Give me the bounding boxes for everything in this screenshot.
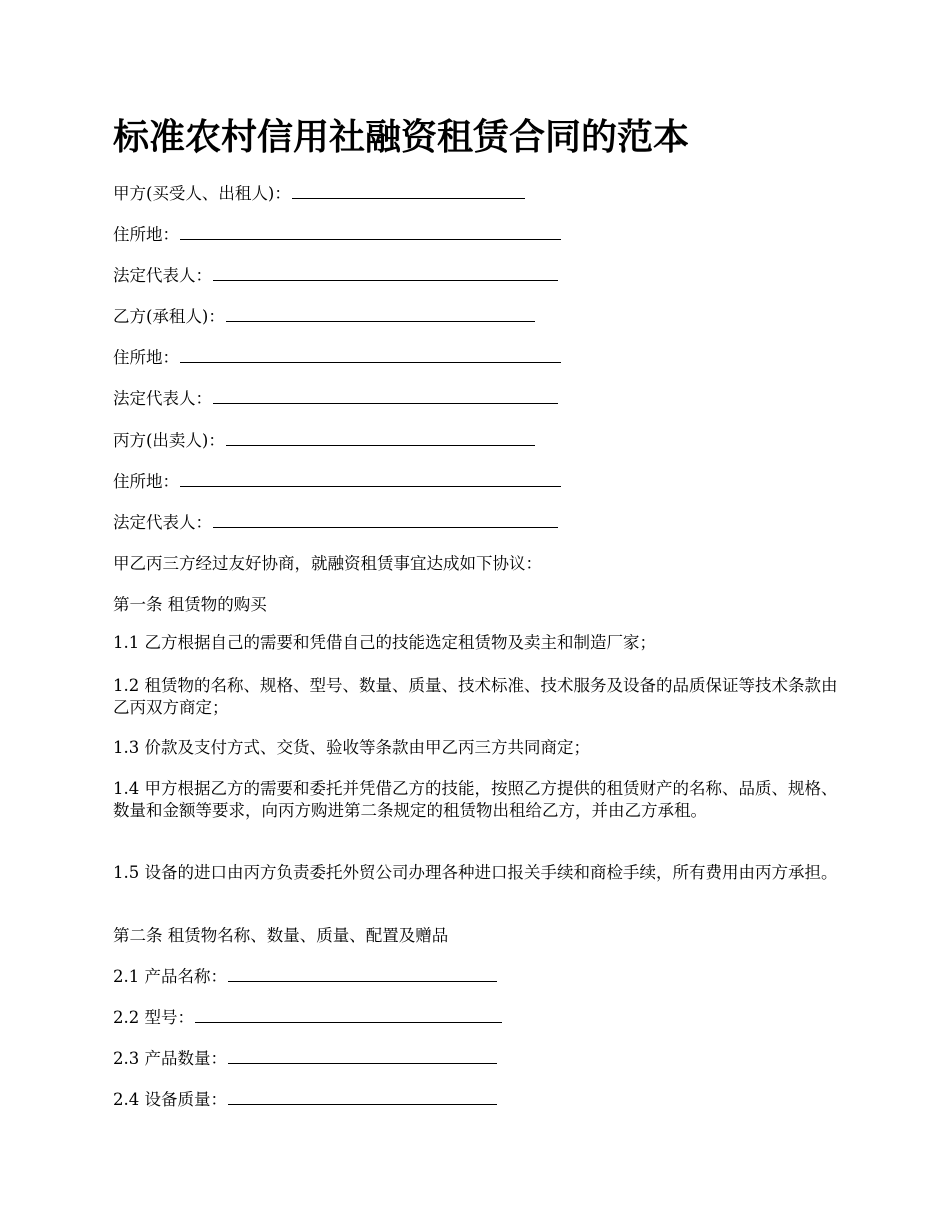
party-a-line	[113, 183, 525, 205]
clause-2-4-label: 2.4 设备质量：	[113, 1090, 227, 1109]
party-b-address-blank[interactable]	[180, 348, 561, 363]
clause-2-1-line	[113, 966, 497, 988]
party-b-address-line	[113, 347, 561, 369]
document-title: 标准农村信用社融资租赁合同的范本	[113, 116, 690, 158]
party-b-rep-line	[113, 388, 558, 410]
model-blank[interactable]	[195, 1008, 502, 1023]
clause-2-3-label: 2.3 产品数量：	[113, 1049, 227, 1068]
article-1-heading: 第一条 租赁物的购买	[113, 595, 267, 614]
party-b-address-label: 住所地：	[113, 348, 179, 367]
clause-2-3-line	[113, 1048, 497, 1070]
party-a-label: 甲方(买受人、出租人)：	[113, 184, 291, 203]
clause-2-2-line	[113, 1007, 502, 1029]
product-quantity-blank[interactable]	[228, 1049, 497, 1064]
party-a-blank[interactable]	[292, 184, 525, 199]
party-c-rep-label: 法定代表人：	[113, 513, 212, 532]
article-2-heading: 第二条 租赁物名称、数量、质量、配置及赠品	[113, 926, 449, 945]
clause-1-3: 1.3 价款及支付方式、交货、验收等条款由甲乙丙三方共同商定；	[113, 738, 590, 757]
party-c-address-label: 住所地：	[113, 472, 179, 491]
party-a-rep-blank[interactable]	[213, 266, 558, 281]
clause-1-1: 1.1 乙方根据自己的需要和凭借自己的技能选定租赁物及卖主和制造厂家；	[113, 633, 656, 652]
party-c-address-blank[interactable]	[180, 472, 561, 487]
party-b-rep-label: 法定代表人：	[113, 389, 212, 408]
party-b-line	[113, 306, 535, 328]
clause-2-2-label: 2.2 型号：	[113, 1008, 194, 1027]
clause-2-4-line	[113, 1089, 497, 1111]
party-c-rep-blank[interactable]	[213, 513, 558, 528]
party-b-label: 乙方(承租人)：	[113, 307, 225, 326]
clause-1-2: 1.2 租赁物的名称、规格、型号、数量、质量、技术标准、技术服务及设备的品质保证等技术条款由乙丙双方商定；	[113, 676, 838, 717]
equipment-quality-blank[interactable]	[228, 1090, 497, 1105]
clause-2-1-label: 2.1 产品名称：	[113, 967, 227, 986]
party-c-label: 丙方(出卖人)：	[113, 431, 225, 450]
party-c-line	[113, 430, 535, 452]
party-b-blank[interactable]	[226, 307, 535, 322]
clause-1-4: 1.4 甲方根据乙方的需要和委托并凭借乙方的技能，按照乙方提供的租赁财产的名称、品质、规格、数量和金额等要求，向丙方购进第二条规定的租赁物出租给乙方，并由乙方承租。	[113, 779, 838, 820]
party-b-rep-blank[interactable]	[213, 389, 558, 404]
party-a-address-line	[113, 224, 561, 246]
product-name-blank[interactable]	[228, 967, 497, 982]
clause-1-5: 1.5 设备的进口由丙方负责委托外贸公司办理各种进口报关手续和商检手续，所有费用由丙方承担。	[113, 863, 838, 882]
party-c-address-line	[113, 471, 561, 493]
party-a-rep-label: 法定代表人：	[113, 266, 212, 285]
party-c-rep-line	[113, 512, 558, 534]
preamble-text: 甲乙丙三方经过友好协商，就融资租赁事宜达成如下协议：	[113, 554, 542, 573]
party-a-address-blank[interactable]	[180, 225, 561, 240]
party-a-rep-line	[113, 265, 558, 287]
party-c-blank[interactable]	[226, 431, 535, 446]
party-a-address-label: 住所地：	[113, 225, 179, 244]
